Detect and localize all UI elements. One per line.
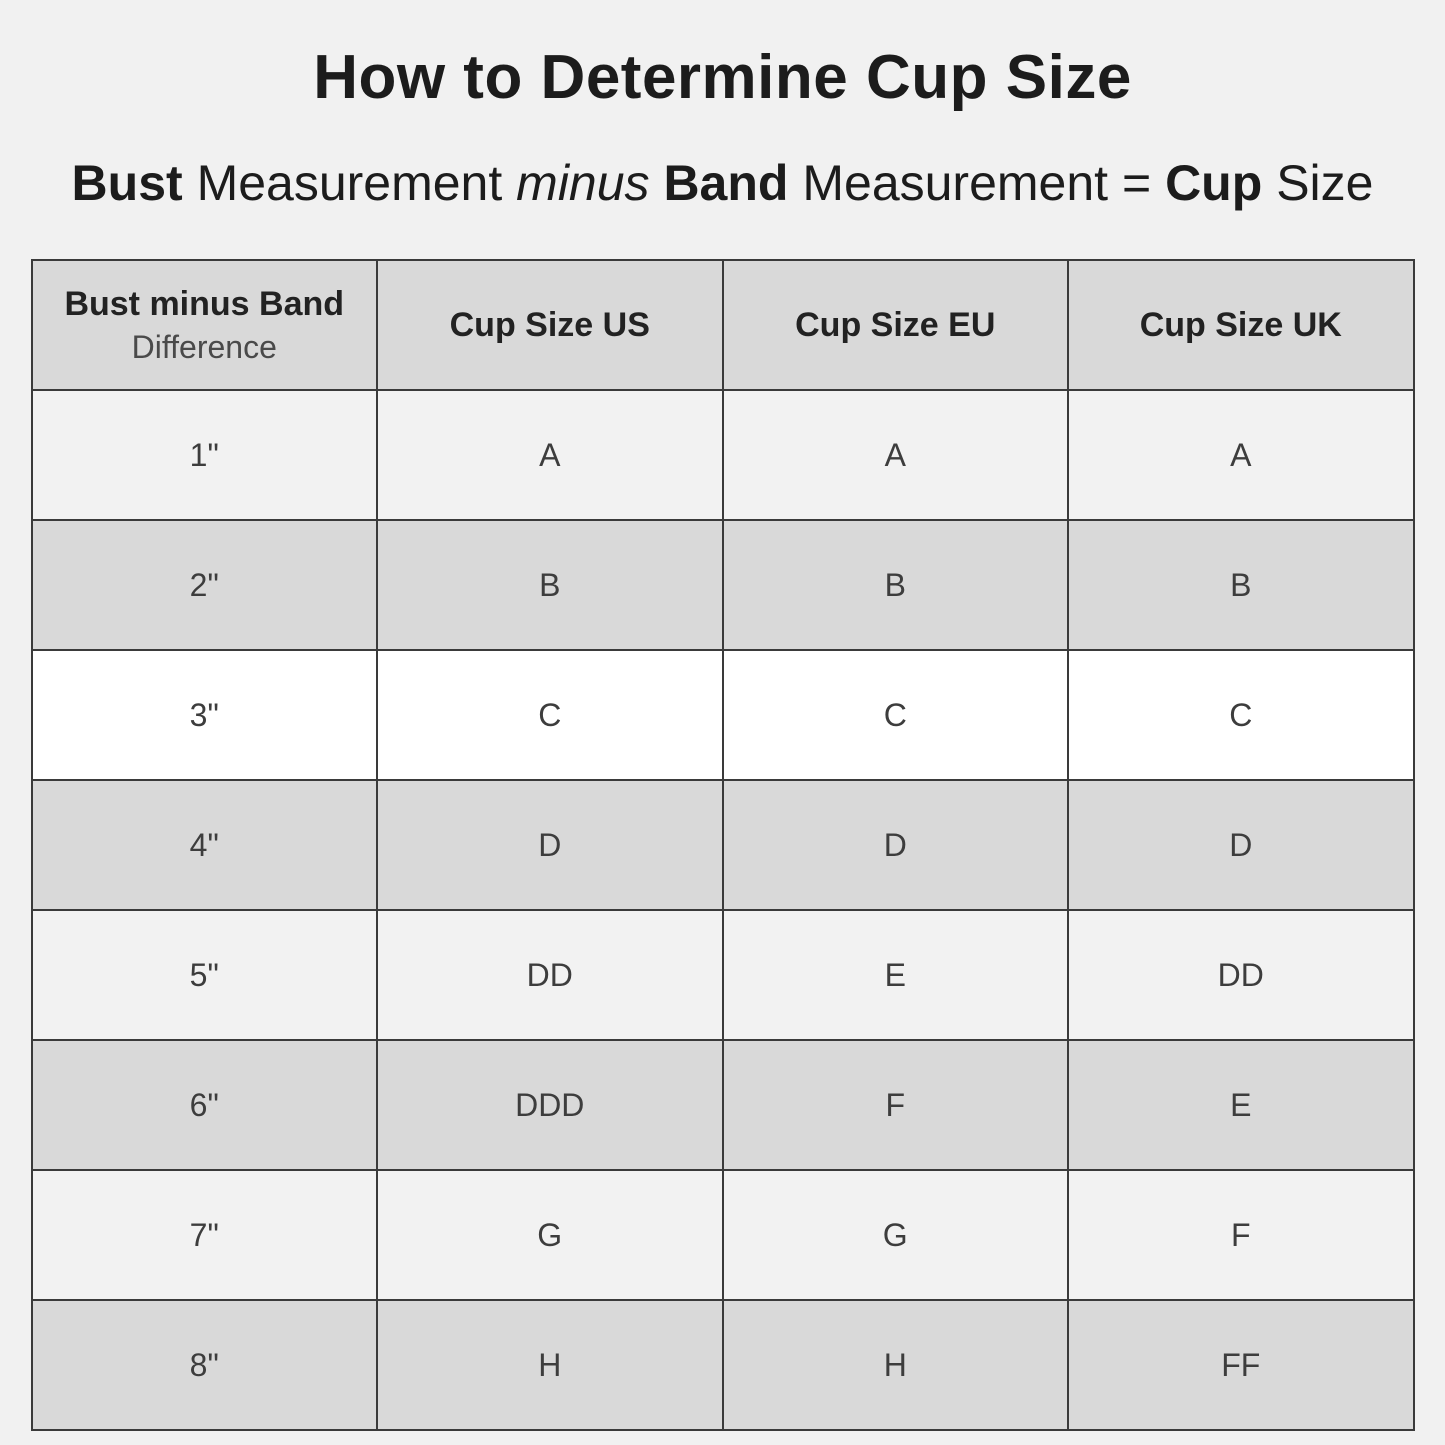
cell-cup-eu: G [723, 1170, 1069, 1300]
subtitle-word-bust: Bust [71, 155, 183, 212]
cell-cup-us: DDD [377, 1040, 723, 1170]
cell-difference: 4" [32, 780, 378, 910]
cell-cup-eu: F [723, 1040, 1069, 1170]
page-title: How to Determine Cup Size [313, 43, 1132, 112]
subtitle-word-size: Size [1276, 155, 1374, 212]
cell-cup-eu: C [723, 650, 1069, 780]
cell-difference: 6" [32, 1040, 378, 1170]
cell-cup-uk: F [1068, 1170, 1414, 1300]
cell-cup-us: H [377, 1300, 723, 1430]
column-header-bust-minus-band-label: Bust minus Band [64, 285, 345, 324]
subtitle-word-measurement-1: Measurement [196, 155, 503, 212]
cell-difference: 1" [32, 390, 378, 520]
cell-cup-us: B [377, 520, 723, 650]
column-header-cup-size-us: Cup Size US [377, 260, 723, 390]
cell-cup-uk: C [1068, 650, 1414, 780]
cell-cup-uk: A [1068, 390, 1414, 520]
cell-cup-uk: FF [1068, 1300, 1414, 1430]
column-header-difference-label: Difference [131, 328, 277, 365]
table-row-highlighted [32, 650, 1414, 780]
table-row [32, 390, 1414, 520]
cell-cup-us: G [377, 1170, 723, 1300]
table-row [32, 910, 1414, 1040]
table-row [32, 520, 1414, 650]
subtitle-word-band: Band [663, 155, 789, 212]
cell-difference: 5" [32, 910, 378, 1040]
table-row [32, 1300, 1414, 1430]
subtitle-word-measurement-2: Measurement [802, 155, 1109, 212]
table-row [32, 780, 1414, 910]
subtitle-word-cup: Cup [1165, 155, 1263, 212]
table-header-row [32, 260, 1414, 390]
subtitle-formula [0, 153, 1445, 213]
subtitle-equals-sign: = [1121, 155, 1152, 212]
cell-difference: 8" [32, 1300, 378, 1430]
cell-cup-uk: DD [1068, 910, 1414, 1040]
column-header-cup-size-eu: Cup Size EU [723, 260, 1069, 390]
cell-difference: 3" [32, 650, 378, 780]
cell-cup-eu: D [723, 780, 1069, 910]
cell-cup-eu: E [723, 910, 1069, 1040]
cell-cup-us: C [377, 650, 723, 780]
cell-difference: 2" [32, 520, 378, 650]
cell-cup-uk: B [1068, 520, 1414, 650]
table-row [32, 1040, 1414, 1170]
cell-cup-eu: A [723, 390, 1069, 520]
column-header-bust-minus-band [32, 260, 378, 390]
cell-cup-eu: H [723, 1300, 1069, 1430]
cell-cup-eu: B [723, 520, 1069, 650]
cell-cup-us: DD [377, 910, 723, 1040]
subtitle-word-minus: minus [516, 155, 650, 212]
cup-size-table [31, 259, 1415, 1431]
cell-cup-uk: E [1068, 1040, 1414, 1170]
cell-difference: 7" [32, 1170, 378, 1300]
cell-cup-us: A [377, 390, 723, 520]
table-row [32, 1170, 1414, 1300]
column-header-cup-size-uk: Cup Size UK [1068, 260, 1414, 390]
cell-cup-us: D [377, 780, 723, 910]
cell-cup-uk: D [1068, 780, 1414, 910]
